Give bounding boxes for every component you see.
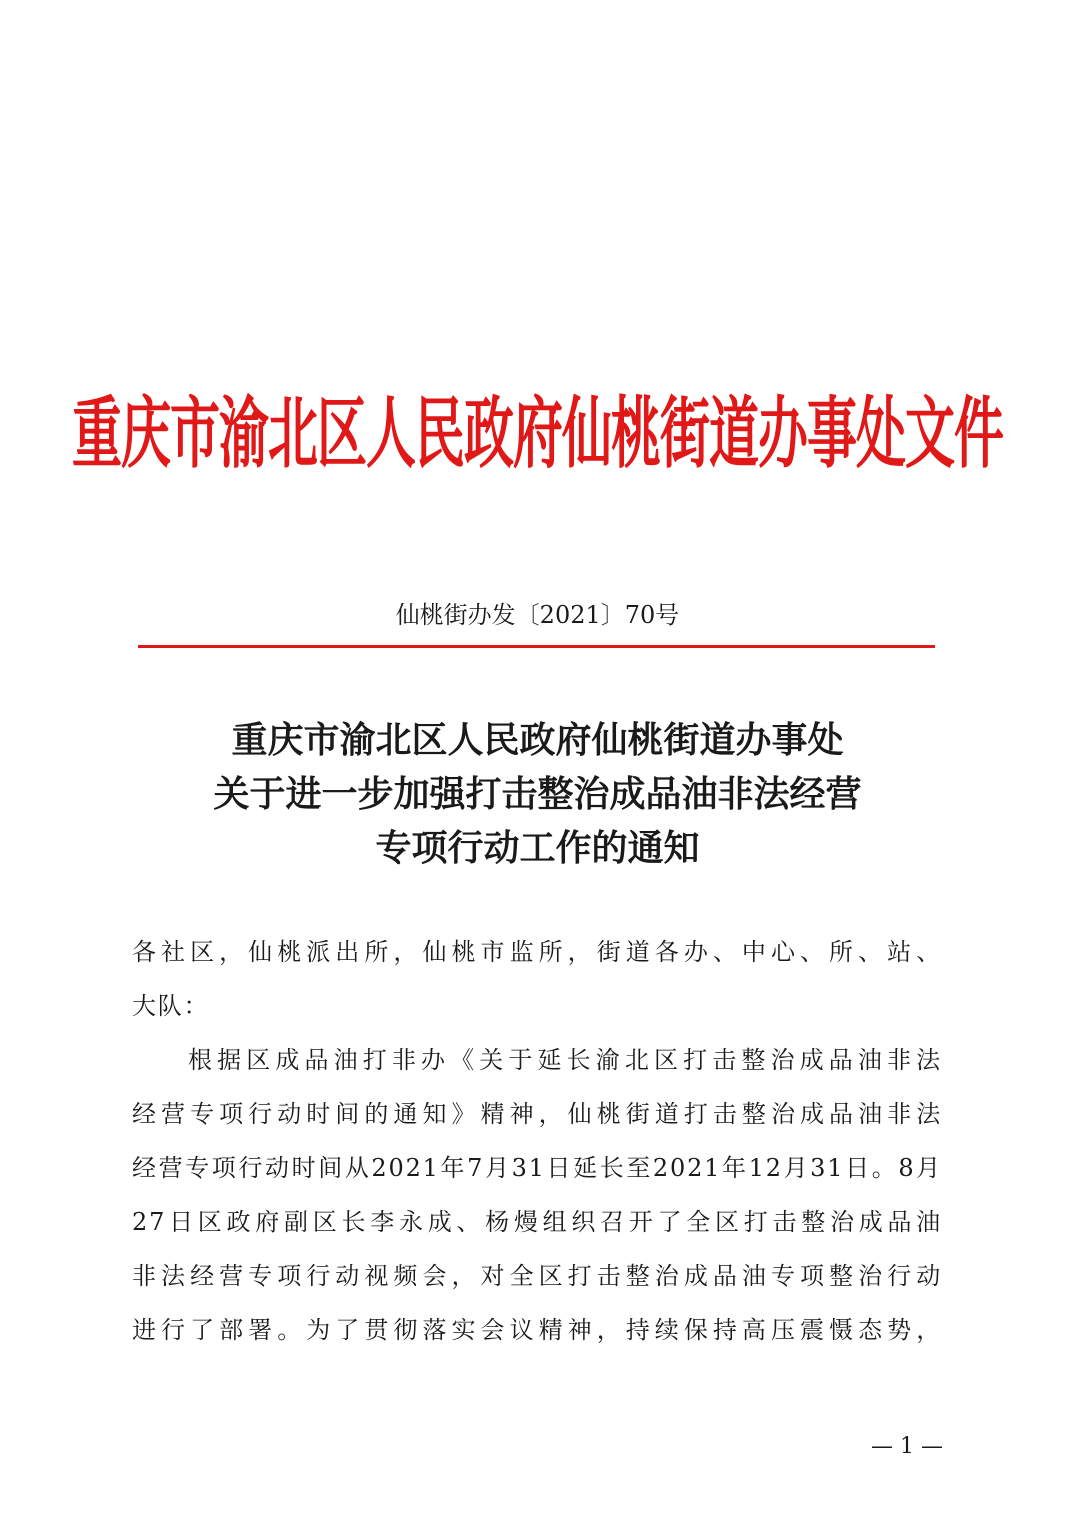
document-title <box>0 713 1075 875</box>
document-masthead: 重庆市渝北区人民政府仙桃街道办事处文件 <box>72 388 1003 479</box>
paragraph-line: 根据区成品油打非办《关于延长渝北区打击整治成品油非法 <box>188 1046 942 1074</box>
page-number: — 1 — <box>871 1434 943 1459</box>
paragraph-line: 经营专项行动时间的通知》精神，仙桃街道打击整治成品油非法 <box>132 1100 942 1128</box>
title-line: 重庆市渝北区人民政府仙桃街道办事处 <box>231 719 844 761</box>
title-line: 专项行动工作的通知 <box>375 827 700 869</box>
paragraph-line: 27日区政府副区长李永成、杨熳组织召开了全区打击整治成品油 <box>132 1208 942 1236</box>
red-divider-line <box>138 645 935 648</box>
title-line: 关于进一步加强打击整治成品油非法经营 <box>213 773 862 815</box>
recipients-line: 大队： <box>132 992 210 1020</box>
paragraph-line: 非法经营专项行动视频会，对全区打击整治成品油专项整治行动 <box>132 1262 942 1290</box>
paragraph-line: 经营专项行动时间从2021年7月31日延长至2021年12月31日。8月 <box>132 1154 942 1182</box>
document-body <box>132 925 942 1357</box>
paragraph-line: 进行了部署。为了贯彻落实会议精神，持续保持高压震慑态势， <box>132 1316 942 1344</box>
recipients-line: 各社区，仙桃派出所，仙桃市监所，街道各办、中心、所、站、 <box>132 938 942 966</box>
document-number: 仙桃街办发〔2021〕70号 <box>395 601 680 629</box>
